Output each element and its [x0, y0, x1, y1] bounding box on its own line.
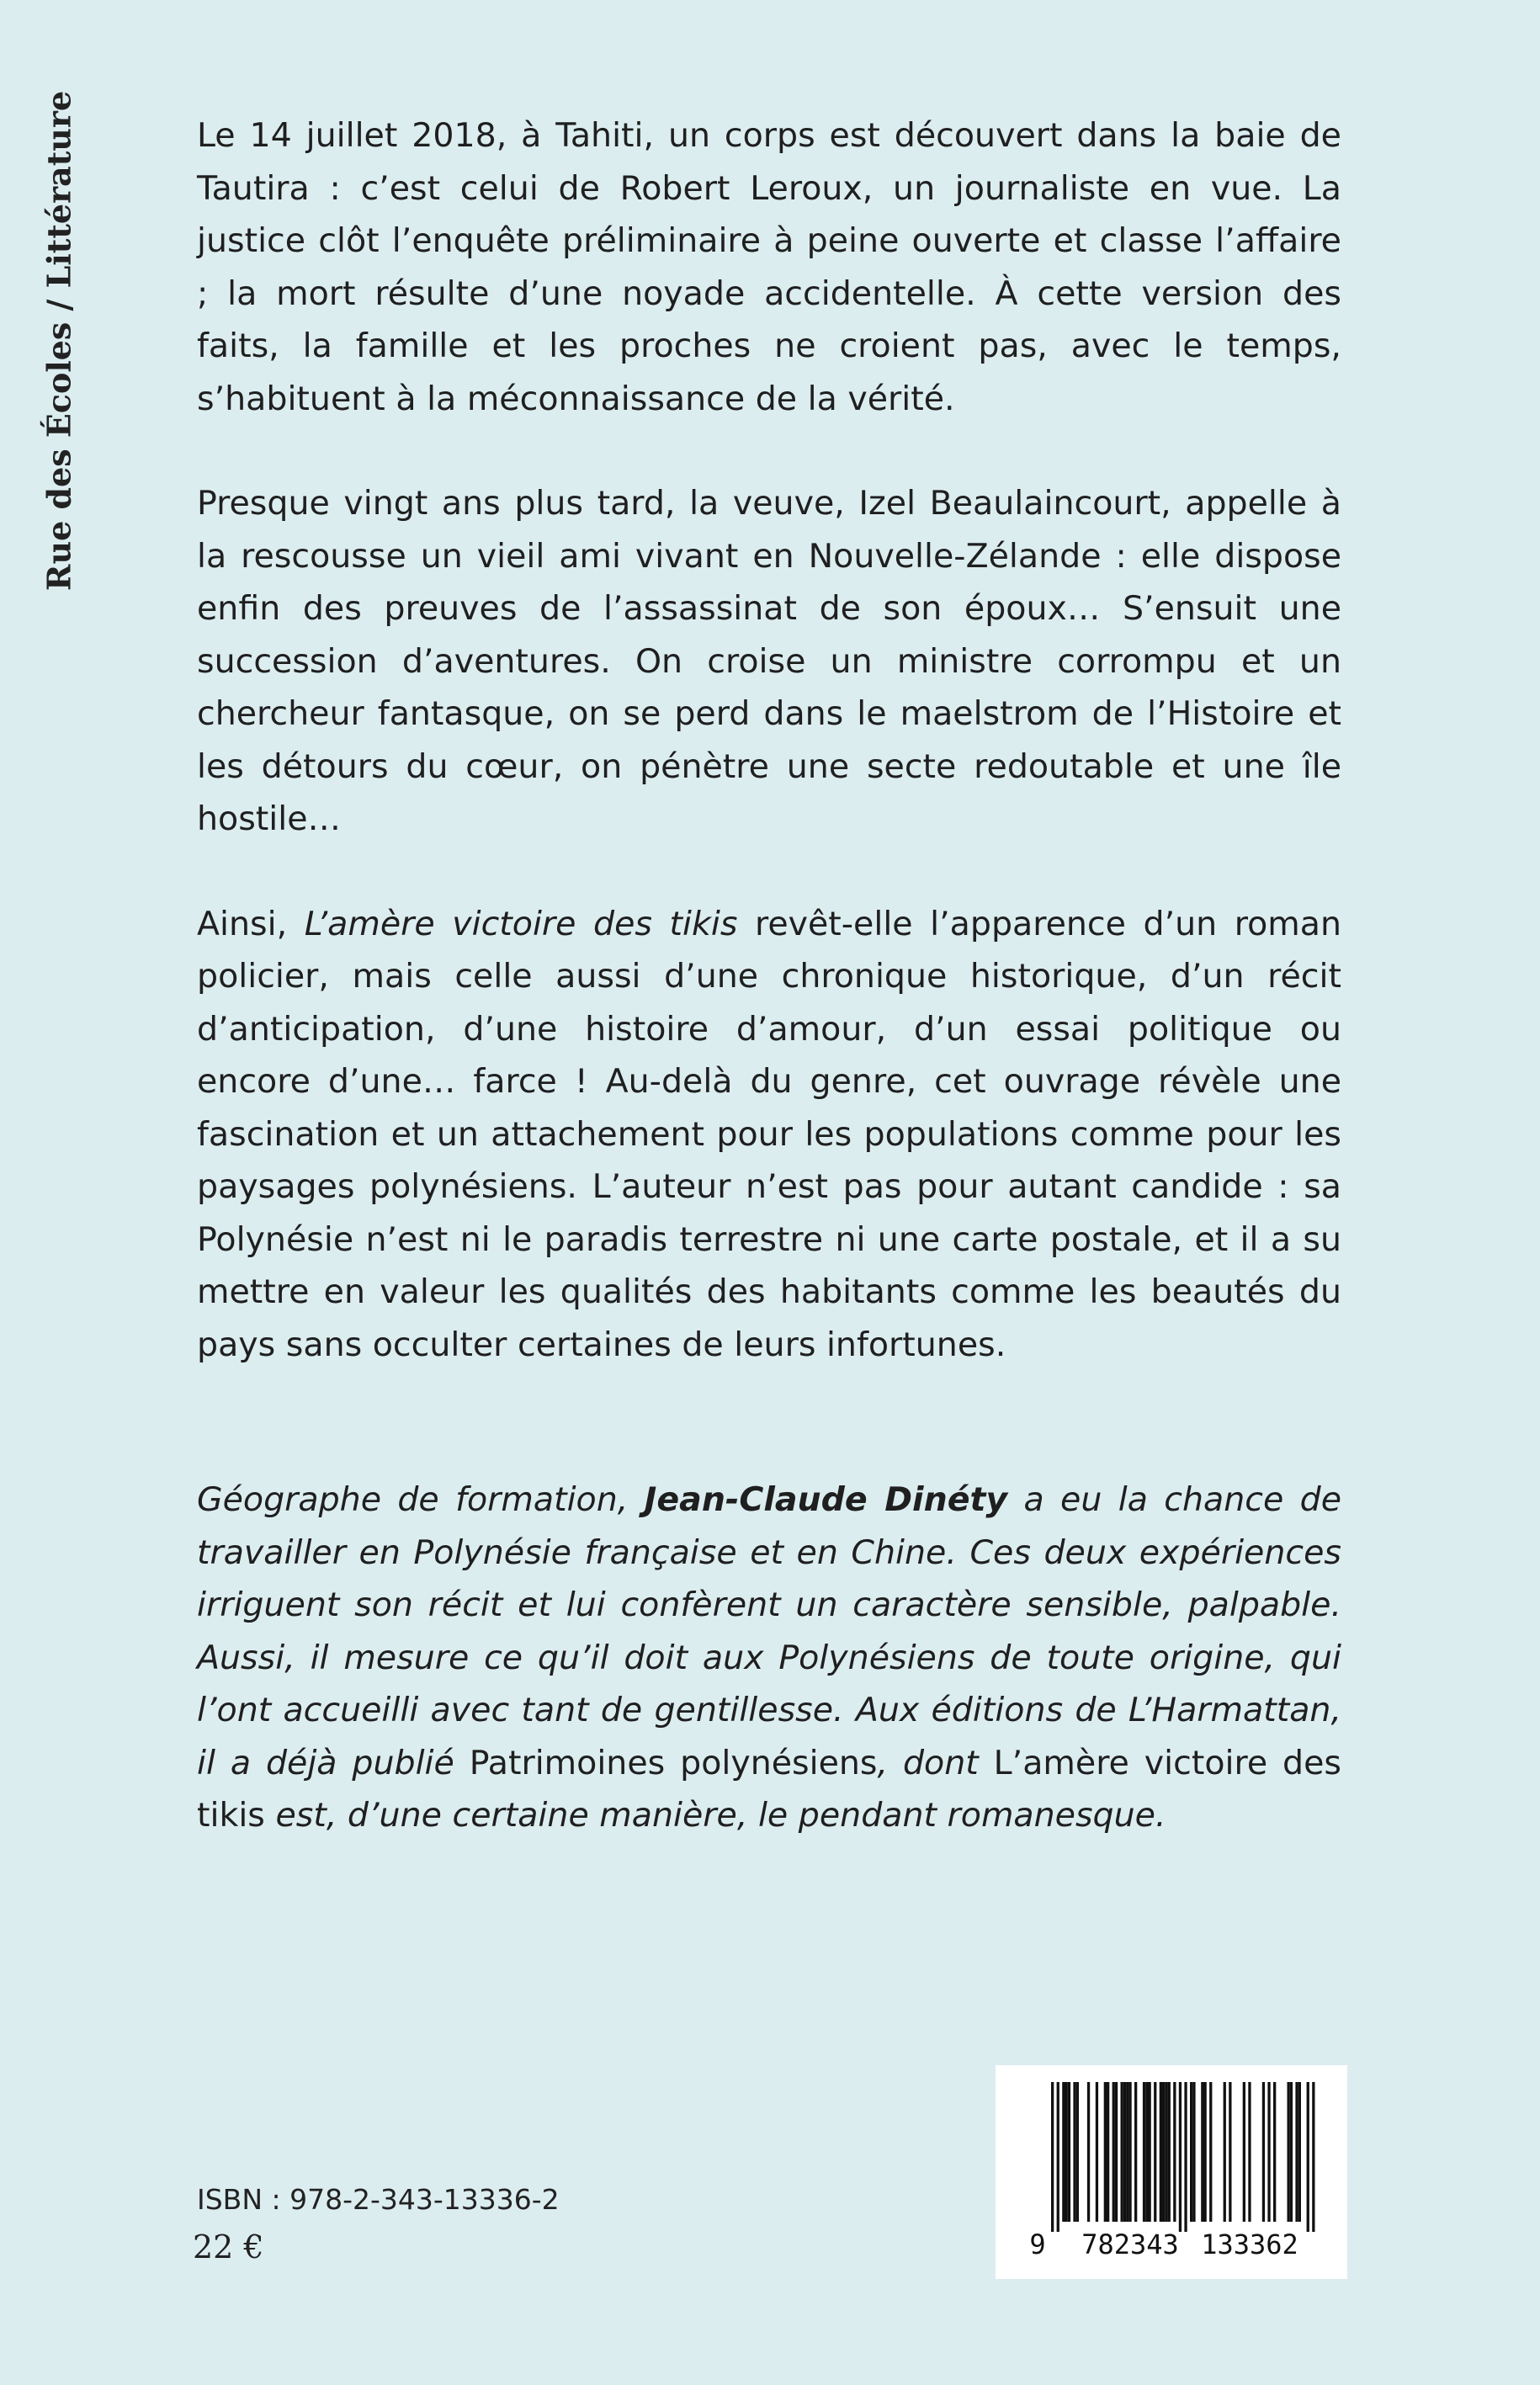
barcode-bar [1290, 2082, 1293, 2222]
barcode-bar [1062, 2082, 1065, 2222]
barcode-bar [1179, 2082, 1182, 2232]
barcode-bar [1145, 2082, 1148, 2222]
barcode-bar [1160, 2082, 1162, 2222]
bio-book-2: L’amère victoire des tikis [197, 1743, 1341, 1835]
barcode-bar [1229, 2082, 1231, 2222]
summary-paragraph-1: Le 14 juillet 2018, à Tahiti, un corps est découvert dans la baie de Tautira : c’est celui de Robert Leroux, un journaliste en vue. La justice clôt l’enquête préliminaire à peine ouverte et classe l’affaire ; la mort résulte d’une noyade accidentelle. À cette version des faits, la famille et les proches ne croient pas, avec le temps, s’habituent à la méconnaissance de la vérité. [197, 116, 1341, 418]
barcode-graphic [996, 2065, 1347, 2279]
barcode-bar [1165, 2082, 1167, 2222]
barcode-bar [1076, 2082, 1079, 2222]
author-name: Jean-Claude Dinéty [644, 1480, 1008, 1519]
barcode-bar [1224, 2082, 1226, 2222]
collection-name: Rue des Écoles / Littérature [40, 90, 78, 592]
barcode-bar [1184, 2082, 1187, 2232]
summary-paragraph-2: Presque vingt ans plus tard, la veuve, Izel Beaulaincourt, appelle à la rescousse un vieil ami vivant en Nouvelle-Zélande : elle dispose enfin des preuves de l’assassinat de son époux… S’ensuit une succession d’aventures. On croise un ministre corrompu et un chercheur fantasque, on se perd dans le maelstrom de l’Histoire et les détours du cœur, on pénètre une secte redoutable et une île hostile… [197, 484, 1341, 838]
barcode-bar [1307, 2082, 1309, 2232]
barcode-bar [1104, 2082, 1107, 2222]
barcode-bar [1173, 2082, 1176, 2222]
isbn-number: ISBN : 978-2-343-13336-2 [197, 2183, 560, 2216]
spine-collection-label [34, 90, 84, 592]
bio-part-3: est, d’une certaine manière, le pendant romanesque. [264, 1796, 1166, 1835]
barcode-digits-right: 133362 [1201, 2228, 1298, 2260]
barcode-bar [1267, 2082, 1270, 2222]
barcode-bar [1134, 2082, 1137, 2222]
barcode-bar [1126, 2082, 1128, 2222]
bio-part-2: , dont [877, 1743, 994, 1782]
barcode-bar [1288, 2082, 1290, 2222]
summary-paragraph-3-rest: revêt-elle l’apparence d’un roman policier, mais celle aussi d’une chronique historique, d’un récit d’anticipation, d’une histoire d’amour, d’un essai politique ou encore d’une… farce ! Au-delà du genre, cet ouvrage révèle une fascination et un attachement pour les populations comme pour les paysages polynésiens. L’auteur n’est pas pour autant candide : sa Polynésie n’est ni le paradis terrestre ni une carte postale, et il a su mettre en valeur les qualités des habitants comme les beautés du pays sans occulter certaines de leurs infortunes. [197, 904, 1341, 1364]
barcode-bar [1123, 2082, 1126, 2222]
barcode-bar [1065, 2082, 1068, 2222]
barcode-bar [1051, 2082, 1054, 2232]
barcode-digits-left: 782343 [1081, 2228, 1179, 2260]
barcode-bars [1051, 2082, 1315, 2232]
bio-book-1: Patrimoines polynésiens [469, 1743, 878, 1782]
barcode-bar [1121, 2082, 1123, 2222]
book-title-italic: L’amère victoire des tikis [304, 904, 738, 943]
barcode-bar [1168, 2082, 1171, 2222]
barcode-bar [1107, 2082, 1109, 2222]
barcode-bar [1201, 2082, 1203, 2222]
barcode-bar [1087, 2082, 1090, 2222]
price: 22 € [193, 2228, 264, 2265]
barcode-bar [1149, 2082, 1151, 2222]
summary-paragraph-3-intro: Ainsi, [197, 904, 305, 943]
barcode-bar [1068, 2082, 1070, 2222]
barcode-bar [1243, 2082, 1245, 2222]
bio-lead: Géographe de formation, [197, 1480, 645, 1519]
barcode-bar [1162, 2082, 1165, 2222]
barcode-bar [1298, 2082, 1301, 2222]
barcode-bar [1262, 2082, 1265, 2222]
barcode-bar [1057, 2082, 1059, 2232]
barcode-bar [1204, 2082, 1207, 2222]
barcode-bar [1190, 2082, 1192, 2222]
barcode-digit-first: 9 [1029, 2228, 1046, 2260]
back-cover-summary [197, 109, 1341, 1371]
summary-paragraph-3 [197, 898, 1341, 1372]
barcode-bar [1154, 2082, 1156, 2222]
barcode-bar [1312, 2082, 1314, 2232]
barcode-bar [1073, 2082, 1075, 2222]
barcode-bar [1096, 2082, 1098, 2222]
barcode-bar [1113, 2082, 1115, 2222]
barcode-bar [1143, 2082, 1145, 2222]
barcode-bar [1209, 2082, 1212, 2222]
bio-part-1: a eu la chance de travailler en Polynésie française et en Chine. Ces deux expériences irriguent son récit et lui confèrent un caractère sensible, palpable. Aussi, il mesure ce qu’il doit aux Polynésiens de toute origine, qui l’ont accueilli avec tant de gentillesse. Aux éditions de L’Harmattan, il a déjà publié [197, 1480, 1342, 1782]
barcode-bar [1115, 2082, 1118, 2222]
barcode-bar [1128, 2082, 1131, 2222]
barcode [996, 2065, 1347, 2279]
barcode-bar [1192, 2082, 1195, 2222]
barcode-bar [1295, 2082, 1298, 2222]
barcode-bar [1248, 2082, 1251, 2222]
barcode-bar [1273, 2082, 1276, 2222]
author-bio [197, 1474, 1341, 1842]
